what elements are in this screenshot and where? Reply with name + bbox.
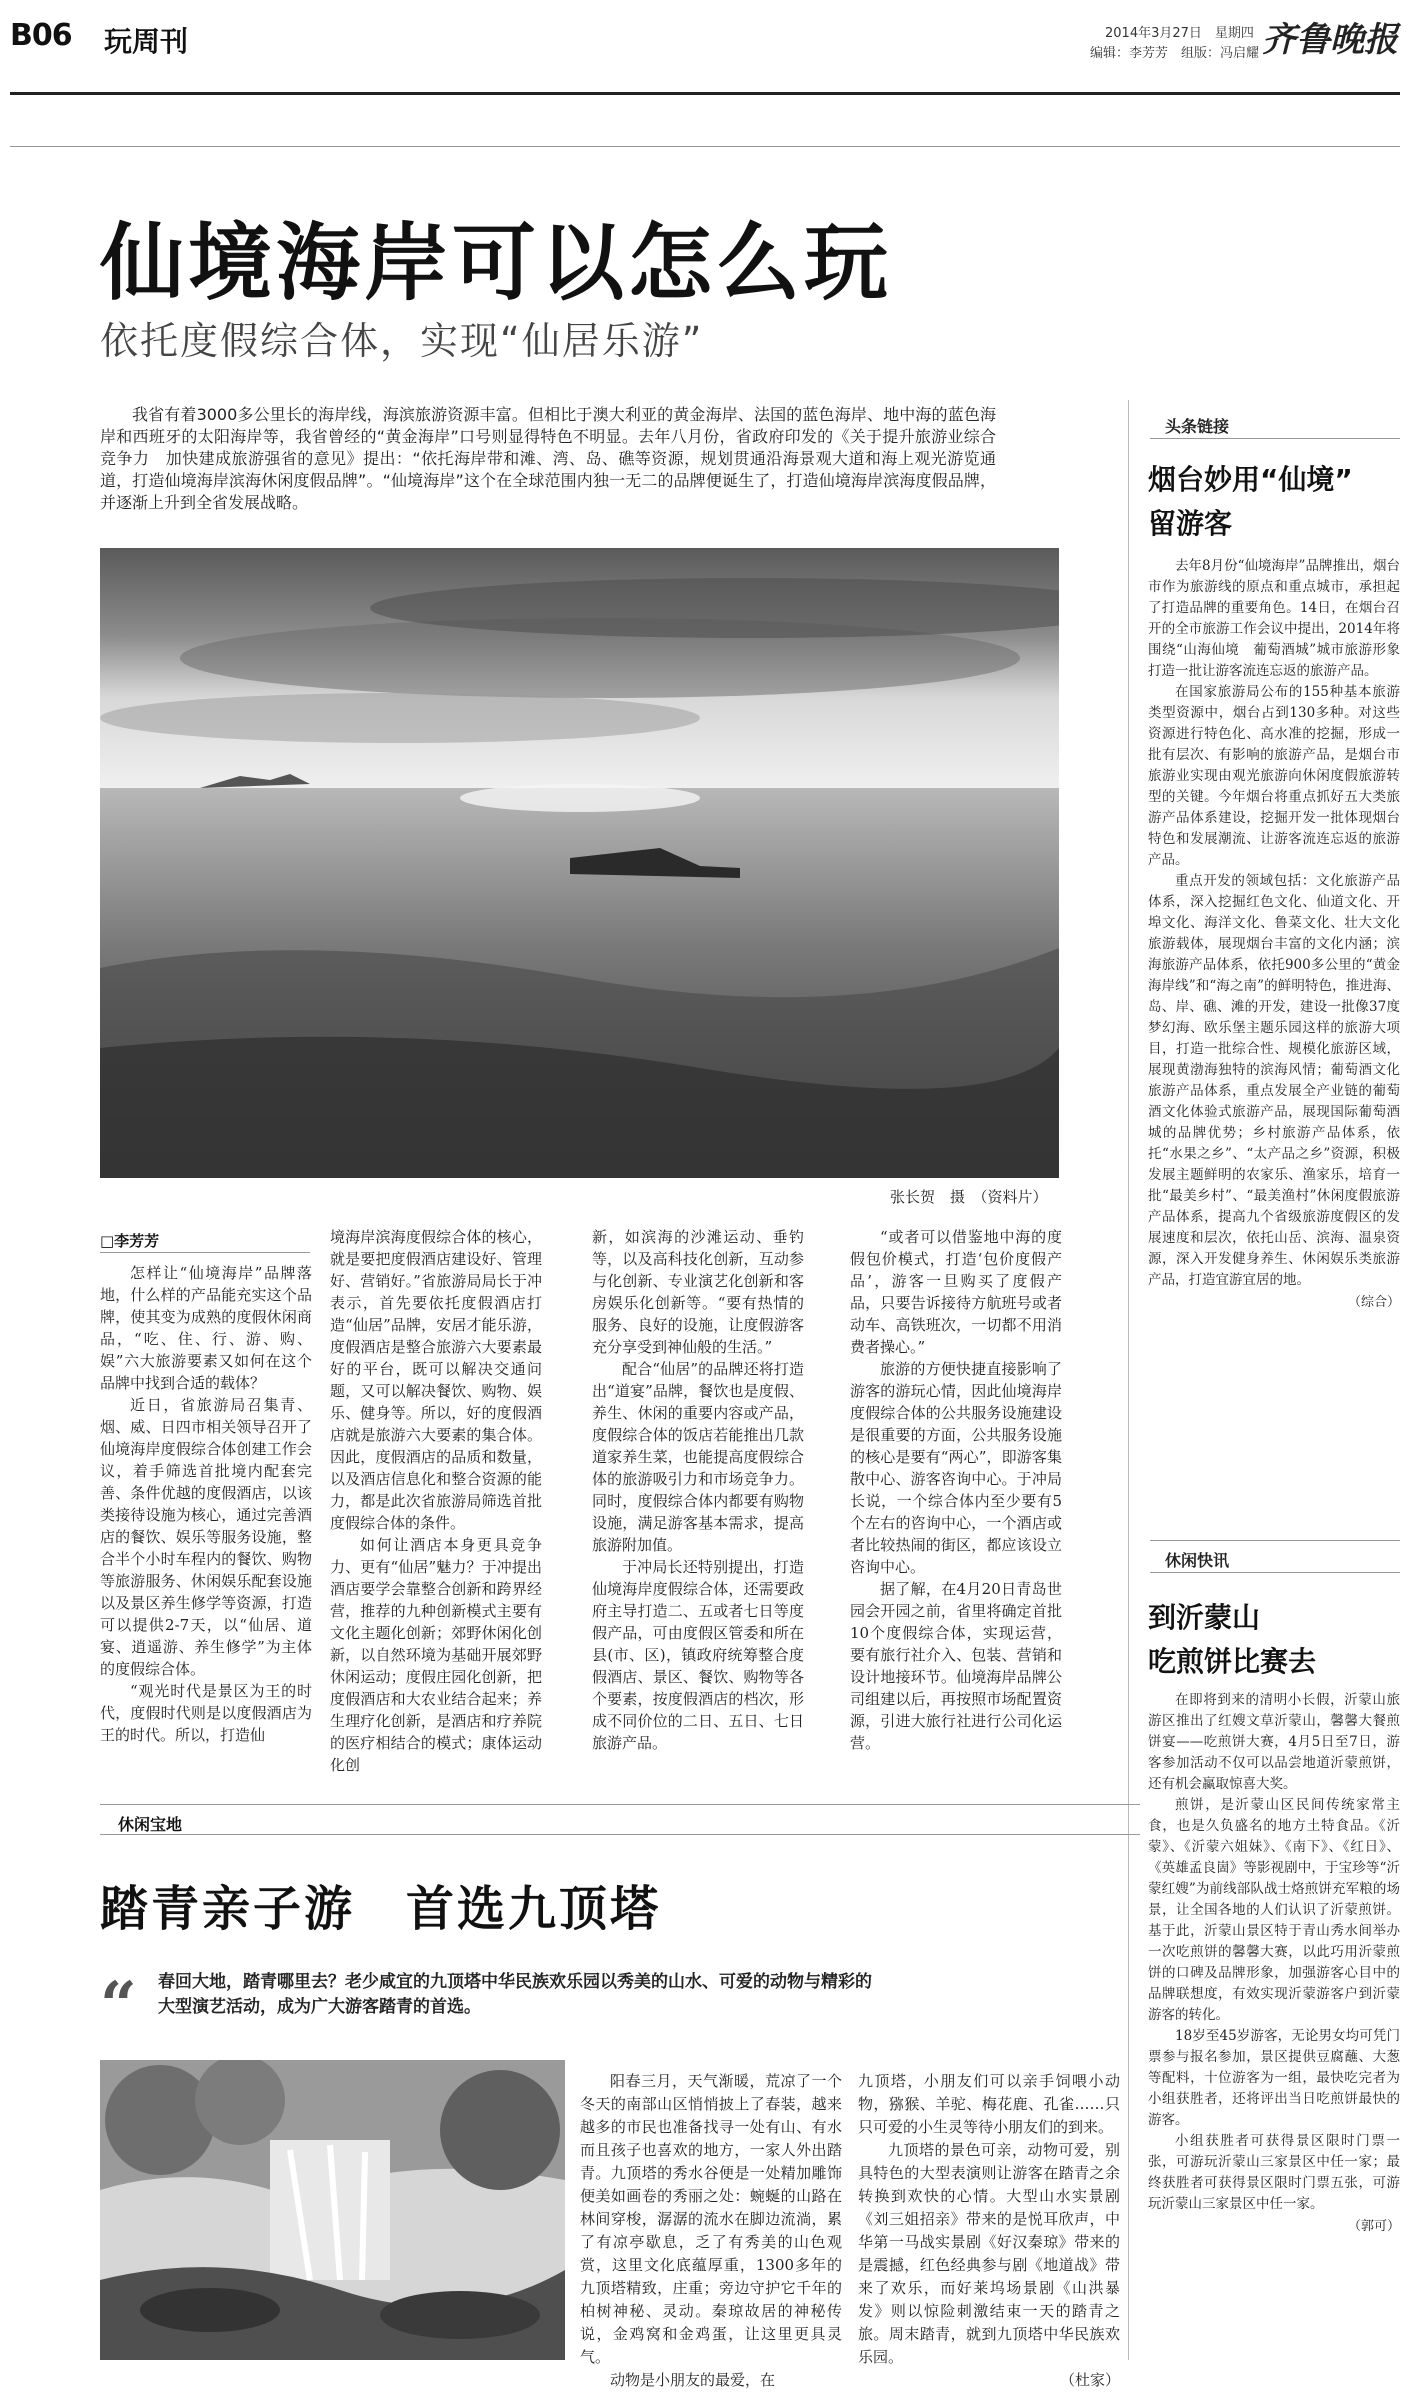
paragraph: 如何让酒店本身更具竞争力、更有“仙居”魅力？于冲提出酒店要学会靠整合创新和跨界经营，推荐的九种创新模式主要有文化主题化创新；郊野休闲化创新，以自然环境为基础开展郊野休闲运动；度假庄园化创新，把度假酒店和大农业结合起来；养生理疗化创新，是酒店和疗养院的医疗相结合的模式；康体运动化创 [330,1536,542,1774]
sidebar-title-line: 留游客 [1148,507,1233,540]
sidebar-body [1148,1690,1400,2234]
feature-column-1 [580,2070,842,2392]
paragraph: 旅游的方便快捷直接影响了游客的游玩心情，因此仙境海岸度假综合体的公共服务设施建设是很重要的方面，公共服务设施的核心是要有“两心”，即游客集散中心、游客咨询中心。于冲局长说，一个综合体内至少要有5个左右的咨询中心，一个酒店或者比较热闹的街区，都应该设立咨询中心。 [850,1360,1062,1576]
paragraph: 据了解，在4月20日青岛世园会开园之前，省里将确定首批10个度假综合体，实现运营，要有旅行社介入、包装、营销和设计地接环节。仙境海岸品牌公司组建以后，再按照市场配置资源，引进大旅行社进行公司化运营。 [850,1580,1062,1752]
feature-sign: （杜家） [1059,2371,1120,2389]
sidebar-title [1148,1596,1316,1684]
park-photo [100,2060,565,2360]
paragraph: “观光时代是景区为王的时代，度假时代则是以度假酒店为王的时代。所以，打造仙 [100,1682,312,1744]
byline: □李芳芳 [100,1232,160,1250]
paragraph: 近日，省旅游局召集青、烟、威、日四市相关领导召开了仙境海岸度假综合体创建工作会议，着手筛选首批境内配套完善、条件优越的度假酒店，以该类接待设施为核心，通过完善酒店的餐饮、娱乐等服务设施，整合半个小时车程内的餐饮、购物等旅游服务、休闲娱乐配套设施以及景区养生修学等资源，打造可以提供2-7天，以“仙居、道宴、逍遥游、养生修学”为主体的度假综合体。 [100,1396,312,1678]
article-column-4 [850,1226,1062,1754]
page-code: B06 [10,18,72,53]
sidebar-title-line: 烟台妙用“仙境” [1148,463,1353,496]
paragraph: 18岁至45岁游客，无论男女均可凭门票参与报名参加，景区提供豆腐蘸、大葱等配料，十位游客为一组，最快吃完者为小组获胜者，还将评出当日吃煎饼最快的游客。 [1148,2028,1400,2128]
article-column-2 [330,1226,542,1776]
feature-column-2 [858,2070,1120,2392]
seascape-photo [100,548,1059,1178]
section-tag: 休闲宝地 [118,1815,183,1834]
section-rule [100,1804,1140,1805]
sidebar-body [1148,556,1400,1310]
issue-date: 2014年3月27日 星期四 [1105,26,1254,41]
sidebar-sign: （综合） [1347,1295,1400,1310]
sidebar-tag: 头条链接 [1165,417,1230,436]
column-divider [1128,400,1129,2360]
paragraph: 重点开发的领域包括：文化旅游产品体系，深入挖掘红色文化、仙道文化、开埠文化、海洋文化、鲁菜文化、壮大文化旅游载体，展现烟台丰富的文化内涵；滨海旅游产品体系，依托900多公里的“黄金海岸线”和“海之南”的鲜明特色，推进海、岛、岸、礁、滩的开发，建设一批像37度梦幻海、欧乐堡主题乐园这样的旅游大项目，打造一批综合性、规模化旅游区域，展现黄渤海独特的滨海风情；葡萄酒文化旅游产品体系，重点发展全产业链的葡萄酒文化体验式旅游产品，展现国际葡萄酒城的品牌优势；乡村旅游产品体系，依托“水果之乡”、“太产品之乡”资源，积极发展主题鲜明的农家乐、渔家乐，培育一批“最美乡村”、“最美渔村”休闲度假旅游产品体系，提高九个省级旅游度假区的发展速度和层次，依托山岳、滨海、温泉资源，深入开发健身养生、休闲娱乐类旅游产品，打造宜游宜居的地。 [1148,873,1400,1288]
section-rule [100,1834,1140,1835]
paragraph: 去年8月份“仙境海岸”品牌推出，烟台市作为旅游线的原点和重点城市，承担起了打造品牌的重要角色。14日，在烟台召开的全市旅游工作会议中提出，2014年将围绕“山海仙境 葡萄酒城”城市旅游形象打造一批让游客流连忘返的旅游产品。 [1148,558,1400,679]
paragraph: 动物是小朋友的最爱，在 [610,2371,776,2389]
paragraph: 阳春三月，天气渐暖，荒凉了一个冬天的南部山区悄悄披上了春装，越来越多的市民也准备找寻一处有山、有水而且孩子也喜欢的地方，一家人外出踏青。九顶塔的秀水谷便是一处精加雕饰便美如画卷的秀丽之处：蜿蜒的山路在林间穿梭，潺潺的流水在脚边流淌，累了有凉亭歇息，乏了有秀美的山色观赏，这里文化底蕴厚重，1300多年的九顶塔精致，庄重；旁边守护它千年的柏树神秘、灵动。秦琼故居的神秘传说，金鸡窝和金鸡蛋，让这里更具灵气。 [580,2072,842,2366]
paragraph: 新，如滨海的沙滩运动、垂钓等，以及高科技化创新，互动参与化创新、专业演艺化创新和客房娱乐化创新等。“要有热情的服务、良好的设施，让度假游客充分享受到神仙般的生活。” [592,1228,804,1356]
header-rule [10,92,1400,95]
sidebar-rule [1150,1540,1400,1541]
feature-lead: 春回大地，踏青哪里去？老少咸宜的九顶塔中华民族欢乐园以秀美的山水、可爱的动物与精彩的大型演艺活动，成为广大游客踏青的首选。 [158,1972,872,2017]
quote-mark: “ [100,1968,137,2043]
photo-credit: 张长贺 摄 （资料片） [890,1188,1048,1206]
paragraph: 于冲局长还特别提出，打造仙境海岸度假综合体，还需要政府主导打造二、五或者七日等度假产品，可由度假区管委和所在县(市、区)，镇政府统筹整合度假酒店、景区、餐饮、购物等各个要素，按度假酒店的档次，形成不同价位的二日、五日、七日旅游产品。 [592,1558,804,1752]
editor-credits: 编辑：李芳芳 组版：冯启耀 [1090,46,1260,61]
sidebar-title [1148,458,1353,546]
sidebar-tag: 休闲快讯 [1165,1551,1230,1570]
paragraph: 煎饼，是沂蒙山区民间传统家常主食，也是久负盛名的地方土特食品。《沂蒙》、《沂蒙六姐妹》、《南下》、《红日》、《英雄孟良崮》等影视剧中，于宝珍等“沂蒙红嫂”为前线部队战士烙煎饼充军粮的场景，让全国各地的人们认识了沂蒙煎饼。基于此，沂蒙山景区特于青山秀水间举办一次吃煎饼的馨馨大赛，以此巧用沂蒙煎饼的口碑及品牌形象，加强游客心目中的品牌联想度，有效实现沂蒙游客户到沂蒙游客的转化。 [1148,1797,1400,2023]
paragraph: 小组获胜者可获得景区限时门票一张，可游玩沂蒙山三家景区中任一家；最终获胜者可获得景区限时门票五张，可游玩沂蒙山三家景区中任一家。 [1148,2133,1400,2212]
sidebar-title-line: 到沂蒙山 [1148,1601,1261,1634]
sidebar-title-line: 吃煎饼比赛去 [1148,1645,1317,1678]
section-name: 玩周刊 [104,25,189,58]
paragraph: 配合“仙居”的品牌还将打造出“道宴”品牌，餐饮也是度假、养生、休闲的重要内容或产品，度假综合体的饭店若能推出几款道家养生菜，也能提高度假综合体的旅游吸引力和市场竞争力。同时，度假综合体内都要有购物设施，满足游客基本需求，提高旅游附加值。 [592,1360,804,1554]
paragraph: “或者可以借鉴地中海的度假包价模式，打造‘包价度假产品’，游客一旦购买了度假产品，只要告诉接待方航班号或者动车、高铁班次，一切都不用消费者操心。” [850,1228,1062,1356]
sidebar-rule [1150,438,1400,439]
paragraph: 九顶塔的景色可亲，动物可爱，别具特色的大型表演则让游客在踏青之余转换到欢快的心情。大型山水实景剧《刘三姐招亲》带来的是悦耳欣声，中华第一马战实景剧《好汉秦琼》带来的是震撼，红色经典参与剧《地道战》带来了欢乐，而好莱坞场景剧《山洪暴发》则以惊险刺激结束一天的踏青之旅。周末踏青，就到九顶塔中华民族欢乐园。 [858,2141,1120,2366]
sidebar-rule [1150,1572,1400,1573]
article-subhead: 依托度假综合体，实现“仙居乐游” [100,319,704,363]
byline-rule [100,1252,310,1253]
paragraph: 怎样让“仙境海岸”品牌落地，什么样的产品能充实这个品牌，使其变为成熟的度假休闲商品，“吃、住、行、游、购、娱”六大旅游要素又如何在这个品牌中找到合适的载体？ [100,1264,312,1392]
newspaper-logo: 齐鲁晚报 [1262,20,1398,60]
paragraph: 在国家旅游局公布的155种基本旅游类型资源中，烟台占到130多种。对这些资源进行特色化、高水准的挖掘，形成一批有层次、有影响的旅游产品，是烟台市旅游业实现由观光旅游向休闲度假旅游转型的关键。今年烟台将重点抓好五大类旅游产品体系建设，挖掘开发一批体现烟台特色和发展潮流、让游客流连忘返的旅游产品。 [1148,684,1400,868]
article-column-1 [100,1262,312,1746]
feature-title: 踏青亲子游 首选九顶塔 [100,1881,662,1937]
article-lead: 我省有着3000多公里长的海岸线，海滨旅游资源丰富。但相比于澳大利亚的黄金海岸、法国的蓝色海岸、地中海的蓝色海岸和西班牙的太阳海岸等，我省曾经的“黄金海岸”口号则显得特色不明显。去年八月份，省政府印发的《关于提升旅游业综合竞争力 加快建成旅游强省的意见》提出：“依托海岸带和滩、湾、岛、礁等资源，规划贯通沿海景观大道和海上观光游览通道，打造仙境海岸滨海休闲度假品牌”。“仙境海岸”这个在全球范围内独一无二的品牌便诞生了，打造仙境海岸滨海度假品牌，并逐渐上升到全省发展战略。 [100,405,996,512]
paragraph: 在即将到来的清明小长假，沂蒙山旅游区推出了红嫂文草沂蒙山，馨馨大餐煎饼宴——吃煎饼大赛，4月5日至7日，游客参加活动不仅可以品尝地道沂蒙煎饼，还有机会赢取惊喜大奖。 [1148,1692,1400,1792]
sidebar-sign: （郭可） [1347,2219,1400,2234]
header-rule-thin [10,146,1400,147]
article-column-3 [592,1226,804,1754]
paragraph: 九顶塔，小朋友们可以亲手饲喂小动物，猕猴、羊驼、梅花鹿、孔雀……只只可爱的小生灵等待小朋友们的到来。 [858,2072,1120,2136]
paragraph: 境海岸滨海度假综合体的核心，就是要把度假酒店建设好、管理好、营销好。”省旅游局局长于冲表示，首先要依托度假酒店打造“仙居”品牌，安居才能乐游，度假酒店是整合旅游六大要素最好的平台，既可以解决交通问题，又可以解决餐饮、购物、娱乐、健身等。所以，好的度假酒店就是旅游六大要素的集合体。因此，度假酒店的品质和数量，以及酒店信息化和整合资源的能力，都是此次省旅游局筛选首批度假综合体的条件。 [330,1228,542,1532]
article-headline: 仙境海岸可以怎么玩 [100,214,893,312]
